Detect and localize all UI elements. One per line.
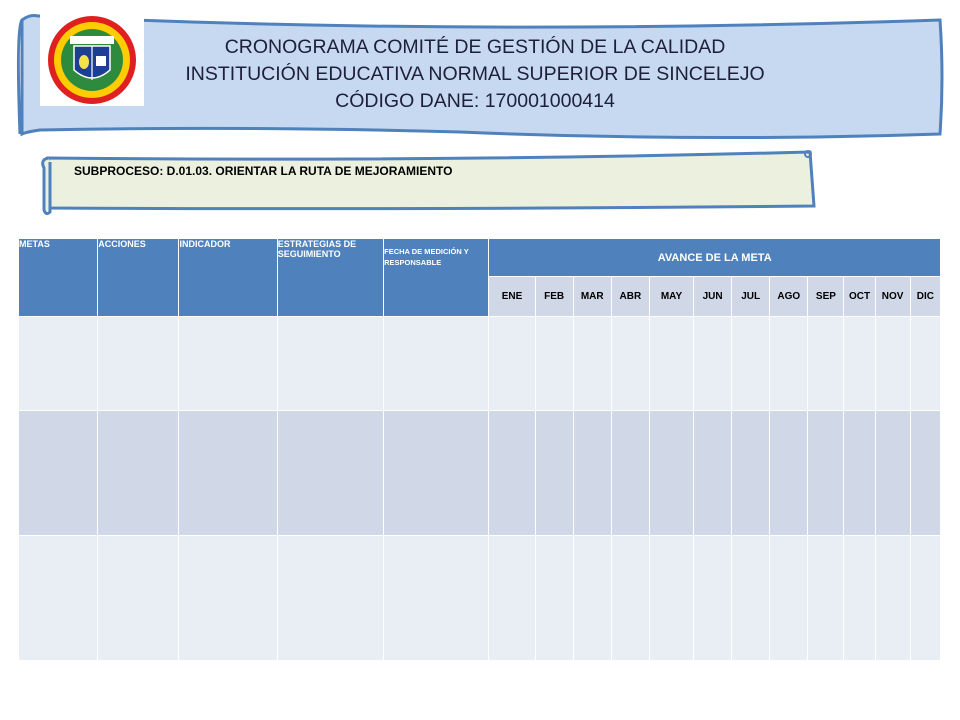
cell-month[interactable] — [535, 411, 573, 536]
cell-month[interactable] — [910, 411, 940, 536]
cell-month[interactable] — [535, 317, 573, 411]
col-header-metas: METAS — [19, 239, 98, 317]
cell-estrategias[interactable] — [277, 317, 383, 411]
subprocess-label: SUBPROCESO: D.01.03. ORIENTAR LA RUTA DE MEJORAMIENTO — [74, 164, 453, 178]
month-header: JUN — [694, 277, 732, 317]
col-header-indicador: INDICADOR — [179, 239, 277, 317]
cell-acciones[interactable] — [98, 411, 179, 536]
cell-month[interactable] — [694, 317, 732, 411]
cell-indicador[interactable] — [179, 411, 277, 536]
cell-month[interactable] — [732, 317, 770, 411]
cell-month[interactable] — [611, 536, 649, 661]
month-header: MAR — [573, 277, 611, 317]
cell-month[interactable] — [770, 411, 808, 536]
cell-metas[interactable] — [19, 317, 98, 411]
cell-month[interactable] — [489, 536, 535, 661]
month-header: AGO — [770, 277, 808, 317]
cell-month[interactable] — [649, 317, 693, 411]
table-row — [19, 411, 941, 536]
cell-month[interactable] — [770, 536, 808, 661]
cell-month[interactable] — [611, 317, 649, 411]
cell-indicador[interactable] — [179, 536, 277, 661]
cell-month[interactable] — [535, 536, 573, 661]
cell-month[interactable] — [573, 411, 611, 536]
subprocess-scroll — [0, 0, 960, 230]
cell-month[interactable] — [770, 317, 808, 411]
cell-acciones[interactable] — [98, 536, 179, 661]
header-title-line1: CRONOGRAMA COMITÉ DE GESTIÓN DE LA CALIDAD — [224, 36, 726, 58]
month-header: ENE — [489, 277, 535, 317]
cell-acciones[interactable] — [98, 317, 179, 411]
cell-month[interactable] — [694, 536, 732, 661]
month-header: JUL — [732, 277, 770, 317]
cell-month[interactable] — [844, 536, 875, 661]
cell-month[interactable] — [573, 536, 611, 661]
cell-fecha[interactable] — [384, 536, 489, 661]
cell-month[interactable] — [910, 317, 940, 411]
cell-fecha[interactable] — [384, 411, 489, 536]
cell-month[interactable] — [875, 536, 910, 661]
cell-month[interactable] — [875, 411, 910, 536]
cell-month[interactable] — [808, 411, 844, 536]
cell-month[interactable] — [649, 411, 693, 536]
col-header-fecha: FECHA DE MEDICIÓN Y RESPONSABLE — [384, 239, 489, 317]
month-header: FEB — [535, 277, 573, 317]
col-header-acciones: ACCIONES — [98, 239, 179, 317]
cell-metas[interactable] — [19, 411, 98, 536]
month-header: DIC — [910, 277, 940, 317]
header-title-line3: CÓDIGO DANE: 170001000414 — [335, 90, 615, 112]
cell-month[interactable] — [489, 317, 535, 411]
cell-month[interactable] — [844, 411, 875, 536]
cell-month[interactable] — [910, 536, 940, 661]
cell-indicador[interactable] — [179, 317, 277, 411]
cell-estrategias[interactable] — [277, 411, 383, 536]
cell-month[interactable] — [808, 536, 844, 661]
month-header: OCT — [844, 277, 875, 317]
cell-fecha[interactable] — [384, 317, 489, 411]
table-row — [19, 536, 941, 661]
month-header: SEP — [808, 277, 844, 317]
cell-month[interactable] — [573, 317, 611, 411]
cell-month[interactable] — [875, 317, 910, 411]
month-header: NOV — [875, 277, 910, 317]
cell-month[interactable] — [844, 317, 875, 411]
cell-estrategias[interactable] — [277, 536, 383, 661]
month-header: MAY — [649, 277, 693, 317]
cell-metas[interactable] — [19, 536, 98, 661]
col-header-avance: AVANCE DE LA META — [489, 239, 941, 277]
cell-month[interactable] — [732, 536, 770, 661]
cell-month[interactable] — [611, 411, 649, 536]
schedule-table — [18, 238, 941, 661]
cell-month[interactable] — [694, 411, 732, 536]
cell-month[interactable] — [732, 411, 770, 536]
month-header: ABR — [611, 277, 649, 317]
cell-month[interactable] — [808, 317, 844, 411]
col-header-estrategias: ESTRATEGIAS DE SEGUIMIENTO — [277, 239, 383, 317]
cell-month[interactable] — [649, 536, 693, 661]
table-row — [19, 317, 941, 411]
header-title-line2: INSTITUCIÓN EDUCATIVA NORMAL SUPERIOR DE SINCELEJO — [185, 63, 765, 85]
cell-month[interactable] — [489, 411, 535, 536]
